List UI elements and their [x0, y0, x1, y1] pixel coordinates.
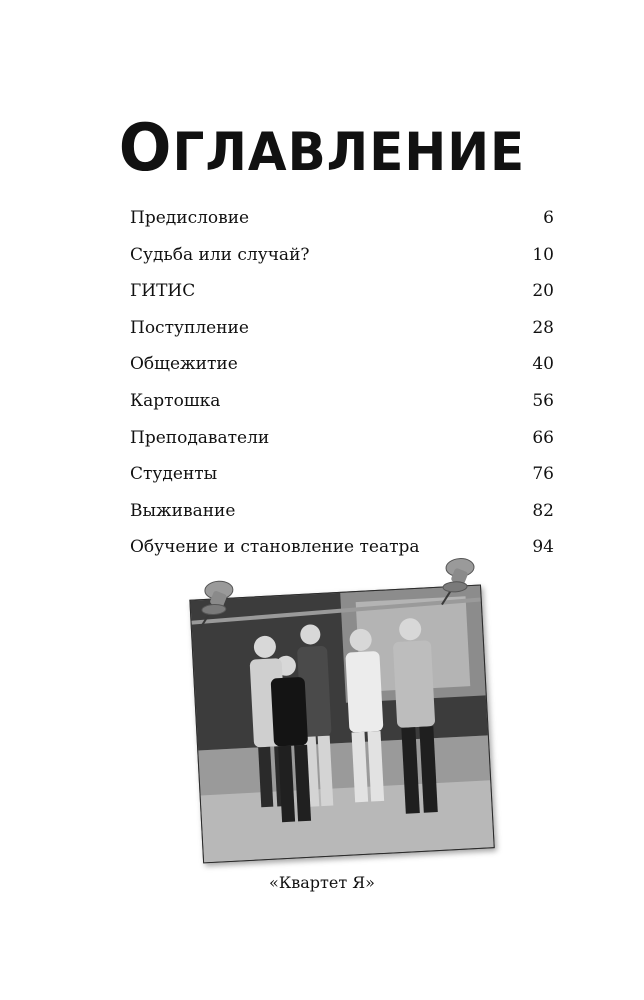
toc-entry-page: 66	[532, 427, 554, 448]
toc-entry[interactable]	[130, 310, 554, 347]
toc-entry-label: Судьба или случай?	[130, 244, 310, 265]
page-title-initial: О	[118, 109, 173, 186]
pushpin-icon	[435, 553, 482, 607]
toc-entry[interactable]	[130, 493, 554, 530]
toc-entry-page: 40	[532, 354, 554, 375]
toc-entry-page: 82	[532, 500, 554, 521]
toc-entry[interactable]	[130, 200, 554, 237]
toc-entry[interactable]	[130, 420, 554, 457]
toc-entry-page: 56	[532, 390, 554, 411]
toc-entry-label: Выживание	[130, 500, 236, 521]
pushpin-icon	[194, 575, 241, 629]
toc-entry-label: Поступление	[130, 317, 249, 338]
toc-entry-page: 6	[543, 208, 554, 228]
toc-entry-label: Картошка	[130, 390, 221, 411]
toc-entry-label: Преподаватели	[130, 427, 270, 448]
toc-entry[interactable]	[130, 237, 554, 274]
toc-entry-label: Обучение и становление театра	[130, 537, 420, 558]
toc-entry[interactable]	[130, 529, 554, 566]
toc-entry-label: ГИТИС	[130, 281, 196, 302]
toc-entry[interactable]	[130, 456, 554, 493]
toc-entry-page: 94	[532, 537, 554, 558]
table-of-contents	[130, 200, 554, 566]
page-title	[0, 110, 644, 190]
toc-entry[interactable]	[130, 383, 554, 420]
toc-entry-page: 76	[532, 464, 554, 485]
toc-entry[interactable]	[130, 346, 554, 383]
toc-entry-page: 10	[532, 244, 554, 265]
toc-entry-label: Общежитие	[130, 354, 238, 375]
toc-entry-page: 28	[532, 317, 554, 338]
page-title-rest: ГЛАВЛЕНИЕ	[172, 121, 526, 183]
toc-entry-page: 20	[532, 281, 554, 302]
toc-entry-label: Студенты	[130, 464, 218, 485]
toc-entry-label: Предисловие	[130, 208, 250, 228]
pinned-photo	[189, 585, 492, 862]
photo-caption: «Квартет Я»	[269, 873, 375, 892]
toc-entry[interactable]	[130, 273, 554, 310]
